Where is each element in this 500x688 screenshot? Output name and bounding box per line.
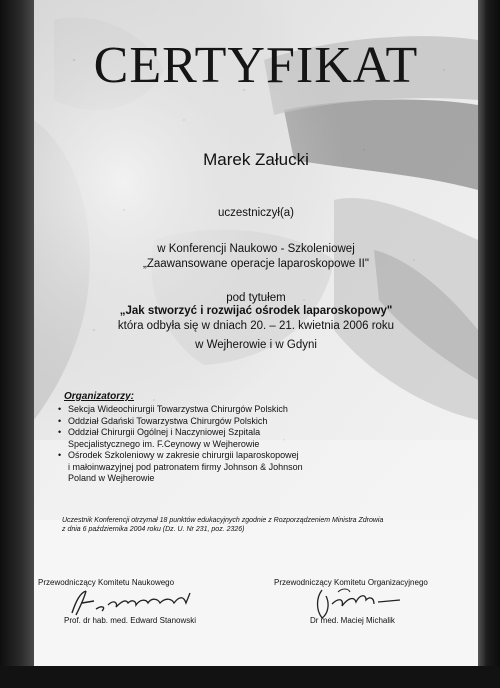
left-signature — [62, 585, 212, 619]
organizer-line: Poland w Wejherowie — [68, 473, 155, 483]
left-signatory-role: Przewodniczący Komitetu Naukowego — [38, 578, 175, 587]
organizer-line: Sekcja Wideochirurgii Towarzystwa Chirurgów Polskich — [68, 404, 288, 414]
certificate-page — [34, 0, 478, 666]
organizer-item — [58, 404, 458, 416]
right-signatory-role: Przewodniczący Komitetu Organizacyjnego — [274, 578, 428, 587]
conference-name: „Zaawansowane operacje laparoskopowe II" — [143, 258, 369, 270]
organizer-item — [58, 450, 458, 485]
certificate-title: CERTYFIKAT — [93, 37, 419, 94]
note-line: Uczestnik Konferencji otrzymał 18 punktów edukacyjnych zgodnie z Rozporządzeniem Ministra Zdrowia — [62, 517, 384, 524]
organizer-item — [58, 416, 458, 428]
organizer-item — [58, 427, 458, 450]
bullet-icon: • — [58, 450, 62, 460]
topic-intro: pod tytułem — [226, 292, 286, 304]
scan-border-left — [0, 0, 34, 688]
scan-border-bottom — [0, 666, 500, 688]
organizers-heading: Organizatorzy: — [64, 391, 135, 402]
bullet-icon: • — [58, 427, 62, 437]
bullet-icon: • — [58, 415, 62, 426]
organizer-line: i małoinwazyjnej pod patronatem firmy Johnson & Johnson — [68, 461, 303, 472]
organizer-line: Specjalistycznego im. F.Ceynowy w Wejherowie — [68, 438, 260, 449]
conference-intro: w Konferencji Naukowo - Szkoleniowej — [157, 243, 355, 255]
left-signatory-name: Prof. dr hab. med. Edward Stanowski — [64, 616, 197, 625]
education-points-note — [62, 516, 462, 534]
bullet-icon: • — [58, 404, 62, 414]
organizer-line: Oddział Chirurgii Ogólnej i Naczyniowej Szpitala — [68, 427, 261, 437]
conference-place: w Wejherowie i w Gdyni — [195, 339, 317, 351]
note-line: z dnia 6 października 2004 roku (Dz. U. Nr 231, poz. 2326) — [62, 526, 245, 533]
topic-title: „Jak stworzyć i rozwijać ośrodek laparoskopowy" — [119, 305, 393, 317]
recipient-name: Marek Załucki — [203, 150, 309, 169]
conference-dates: która odbyła się w dniach 20. – 21. kwietnia 2006 roku — [117, 320, 395, 332]
scan-border-right — [478, 0, 500, 688]
organizer-line: Ośrodek Szkoleniowy w zakresie chirurgii laparoskopowej — [68, 450, 299, 460]
right-signatory-name: Dr med. Maciej Michalik — [310, 616, 395, 625]
organizer-line: Oddział Gdański Towarzystwa Chirurgów Polskich — [68, 415, 268, 426]
participated-text: uczestniczył(a) — [217, 207, 295, 219]
organizers-list — [58, 404, 458, 485]
